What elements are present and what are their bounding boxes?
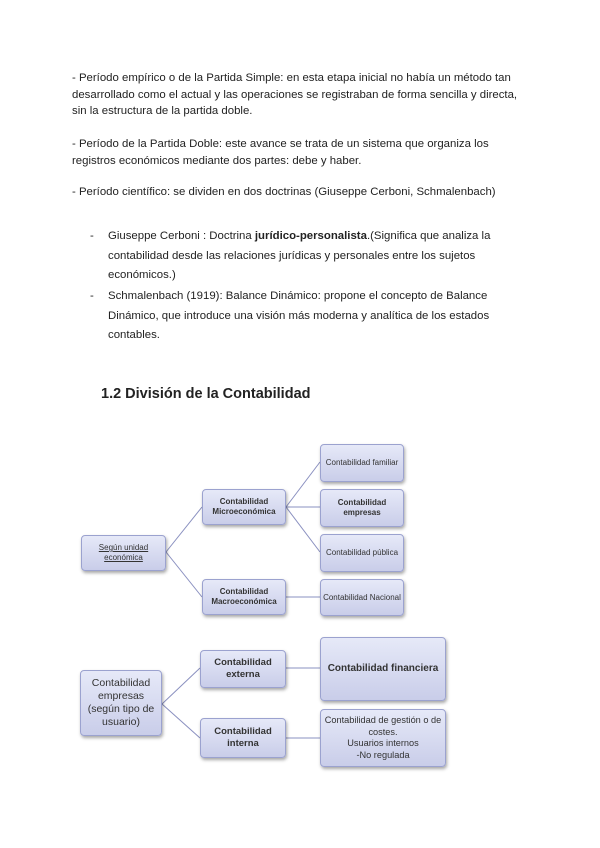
node-contabilidad-nacional: Contabilidad Nacional — [320, 579, 404, 616]
paragraph-periodo-cientifico: - Período científico: se dividen en dos doctrinas (Giuseppe Cerboni, Schmalenbach) — [72, 186, 496, 198]
node-contabilidad-familiar: Contabilidad familiar — [320, 444, 404, 482]
bullet-text: Schmalenbach (1919): Balance Dinámico: propone el concepto de Balance Dinámico, que introduce una visión más moderna y analítica de los estados contables. — [108, 290, 490, 341]
bullet-text-pre: Giuseppe Cerboni : Doctrina — [108, 230, 255, 242]
node-contabilidad-microeconomica: Contabilidad Microeconómica — [202, 489, 286, 525]
section-heading: 1.2 División de la Contabilidad — [101, 386, 311, 402]
connector-line — [286, 462, 320, 507]
paragraph-partida-simple: - Período empírico o de la Partida Simple: en esta etapa inicial no había un método tan desarrollado como el actual y las operaciones se registraban de forma sencilla y directa, sin la estructura de la partida doble. — [72, 72, 518, 117]
bullet-text-post: .(Significa que analiza la contabilidad desde las relaciones jurídicas y personales entre los sujetos económicos.) — [108, 230, 491, 281]
node-contabilidad-empresas-usuario: Contabilidad empresas (según tipo de usuario) — [80, 670, 162, 736]
node-contabilidad-financiera: Contabilidad financiera — [320, 637, 446, 701]
connector-line — [166, 507, 202, 552]
gestion-line-3: -No regulada — [356, 749, 410, 760]
connector-line — [162, 668, 200, 704]
connector-line — [166, 552, 202, 597]
node-contabilidad-macroeconomica: Contabilidad Macroeconómica — [202, 579, 286, 615]
node-contabilidad-externa: Contabilidad externa — [200, 650, 286, 688]
node-segun-unidad-economica: Según unidad económica — [81, 535, 166, 571]
connector-line — [286, 507, 320, 552]
node-contabilidad-interna: Contabilidad interna — [200, 718, 286, 758]
node-contabilidad-empresas: Contabilidad empresas — [320, 489, 404, 527]
connector-line — [162, 704, 200, 738]
node-contabilidad-gestion — [320, 709, 446, 767]
node-contabilidad-publica: Contabilidad pública — [320, 534, 404, 572]
bullet-dash: - — [90, 230, 94, 242]
gestion-line-1: Contabilidad de gestión o de costes. — [324, 715, 442, 737]
bullet-text-bold: jurídico-personalista — [254, 230, 367, 242]
gestion-line-2: Usuarios internos — [347, 738, 419, 748]
paragraph-partida-doble: - Período de la Partida Doble: este avance se trata de un sistema que organiza los registros económicos mediante dos partes: debe y haber. — [72, 138, 489, 167]
bullet-dash: - — [90, 290, 94, 302]
